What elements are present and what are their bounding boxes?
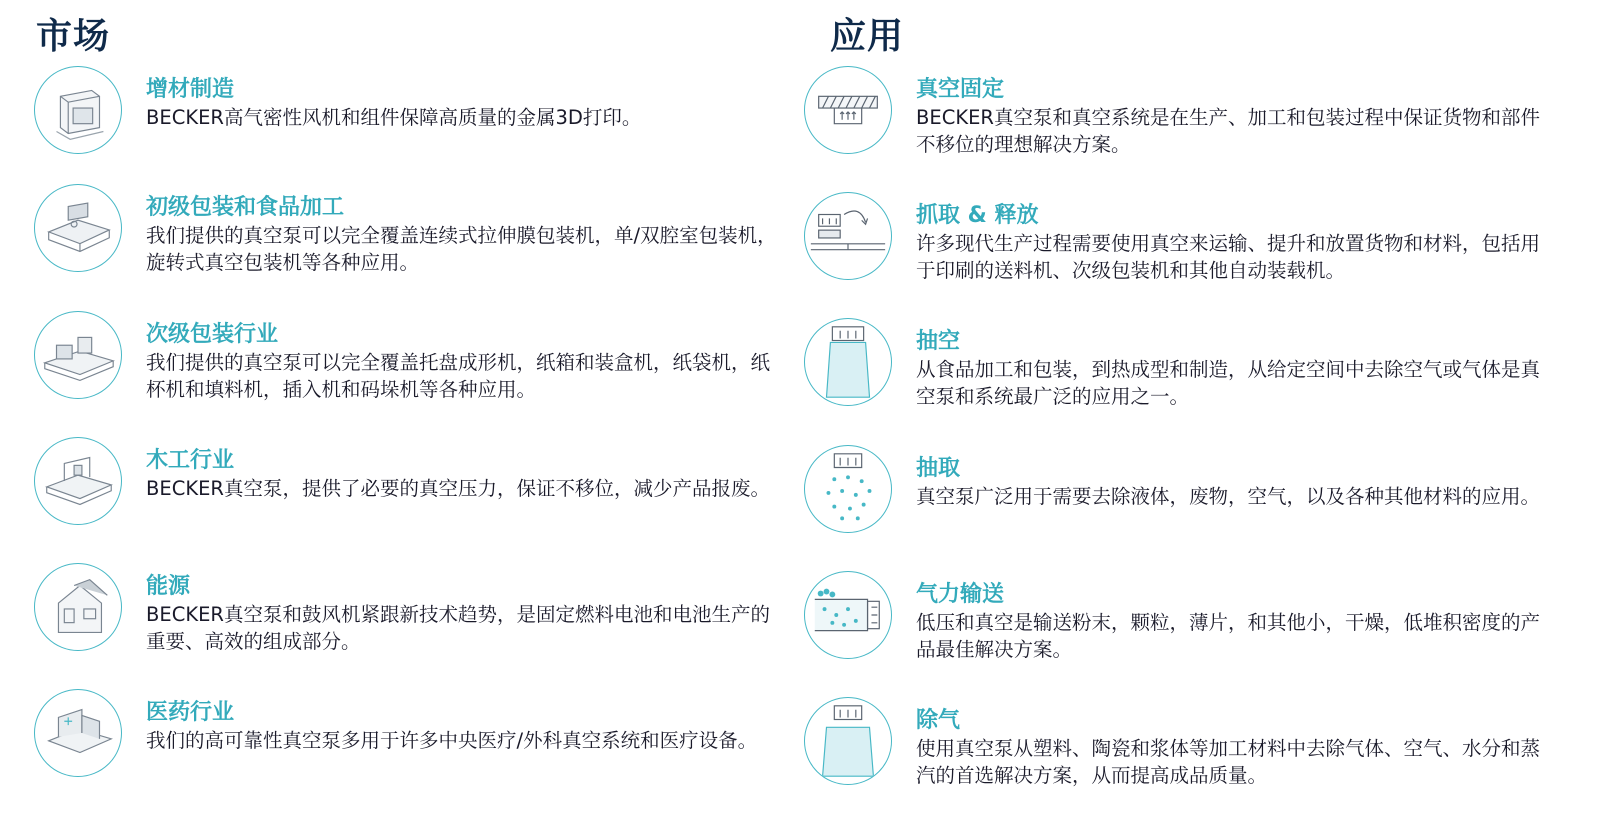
market-desc: 我们的高可靠性真空泵多用于许多中央医疗/外科真空系统和医疗设备。 [146, 729, 758, 752]
application-heading: 真空固定 [916, 77, 1005, 102]
market-heading: 木工行业 [146, 448, 235, 473]
market-heading: 次级包装行业 [146, 322, 279, 347]
application-item-extraction [804, 445, 1564, 565]
market-desc: BECKER真空泵，提供了必要的真空压力，保证不移位，减少产品报废。 [146, 477, 770, 500]
pick-and-place-icon [804, 192, 892, 280]
application-desc: BECKER真空泵和真空系统是在生产、加工和包装过程中保证货物和部件不移位的理想解决方案。 [916, 106, 1540, 156]
application-heading: 抓取 & 释放 [916, 203, 1039, 228]
vacuum-clamping-icon [804, 66, 892, 154]
degassing-icon [804, 697, 892, 785]
market-item-secondary-packaging [34, 311, 794, 431]
application-desc: 从食品加工和包装，到热成型和制造，从给定空间中去除空气或气体是真空泵和系统最广泛的应用之一。 [916, 358, 1541, 408]
evacuation-icon [804, 318, 892, 406]
market-desc: 我们提供的真空泵可以完全覆盖托盘成形机，纸箱和装盒机，纸袋机，纸杯机和填料机，插入机和码垛机等各种应用。 [146, 351, 771, 401]
application-heading: 抽取 [916, 456, 961, 481]
application-heading: 抽空 [916, 329, 961, 354]
extraction-icon [804, 445, 892, 533]
market-desc: 我们提供的真空泵可以完全覆盖连续式拉伸膜包装机，单/双腔室包装机，旋转式真空包装机等各种应用。 [146, 224, 777, 274]
market-item-additive [34, 66, 794, 186]
market-item-medical [34, 689, 794, 809]
application-desc: 真空泵广泛用于需要去除液体，废物，空气，以及各种其他材料的应用。 [916, 485, 1541, 508]
application-desc: 许多现代生产过程需要使用真空来运输、提升和放置货物和材料，包括用于印刷的送料机、次级包装机和其他自动装载机。 [916, 232, 1541, 282]
market-desc: BECKER真空泵和鼓风机紧跟新技术趋势，是固定燃料电池和电池生产的重要、高效的组成部分。 [146, 603, 770, 653]
application-desc: 低压和真空是输送粉末，颗粒，薄片，和其他小，干燥，低堆积密度的产品最佳解决方案。 [916, 611, 1541, 661]
market-desc: BECKER高气密性风机和组件保障高质量的金属3D打印。 [146, 106, 642, 129]
3d-printer-icon [34, 66, 122, 154]
pneumatic-conveying-icon [804, 571, 892, 659]
hospital-icon [34, 689, 122, 777]
market-item-packaging [34, 184, 794, 304]
market-heading: 增材制造 [146, 77, 235, 102]
application-heading: 除气 [916, 708, 961, 733]
application-item-clamping [804, 66, 1564, 186]
market-heading: 医药行业 [146, 700, 235, 725]
packaging-machine-icon [34, 184, 122, 272]
cnc-router-icon [34, 437, 122, 525]
house-energy-icon [34, 563, 122, 651]
application-desc: 使用真空泵从塑料、陶瓷和浆体等加工材料中去除气体、空气、水分和蒸汽的首选解决方案，从而提高成品质量。 [916, 737, 1541, 787]
market-item-energy [34, 563, 794, 683]
application-item-degassing [804, 697, 1564, 817]
market-heading: 能源 [146, 574, 191, 599]
market-heading: 初级包装和食品加工 [146, 195, 345, 220]
application-heading: 气力输送 [916, 582, 1005, 607]
markets-title: 市场 [36, 16, 111, 57]
application-item-conveying [804, 571, 1564, 691]
application-item-evacuation [804, 318, 1564, 438]
market-item-woodworking [34, 437, 794, 557]
conveyor-boxes-icon [34, 311, 122, 399]
applications-title: 应用 [830, 16, 905, 57]
application-item-pick-place [804, 192, 1564, 312]
